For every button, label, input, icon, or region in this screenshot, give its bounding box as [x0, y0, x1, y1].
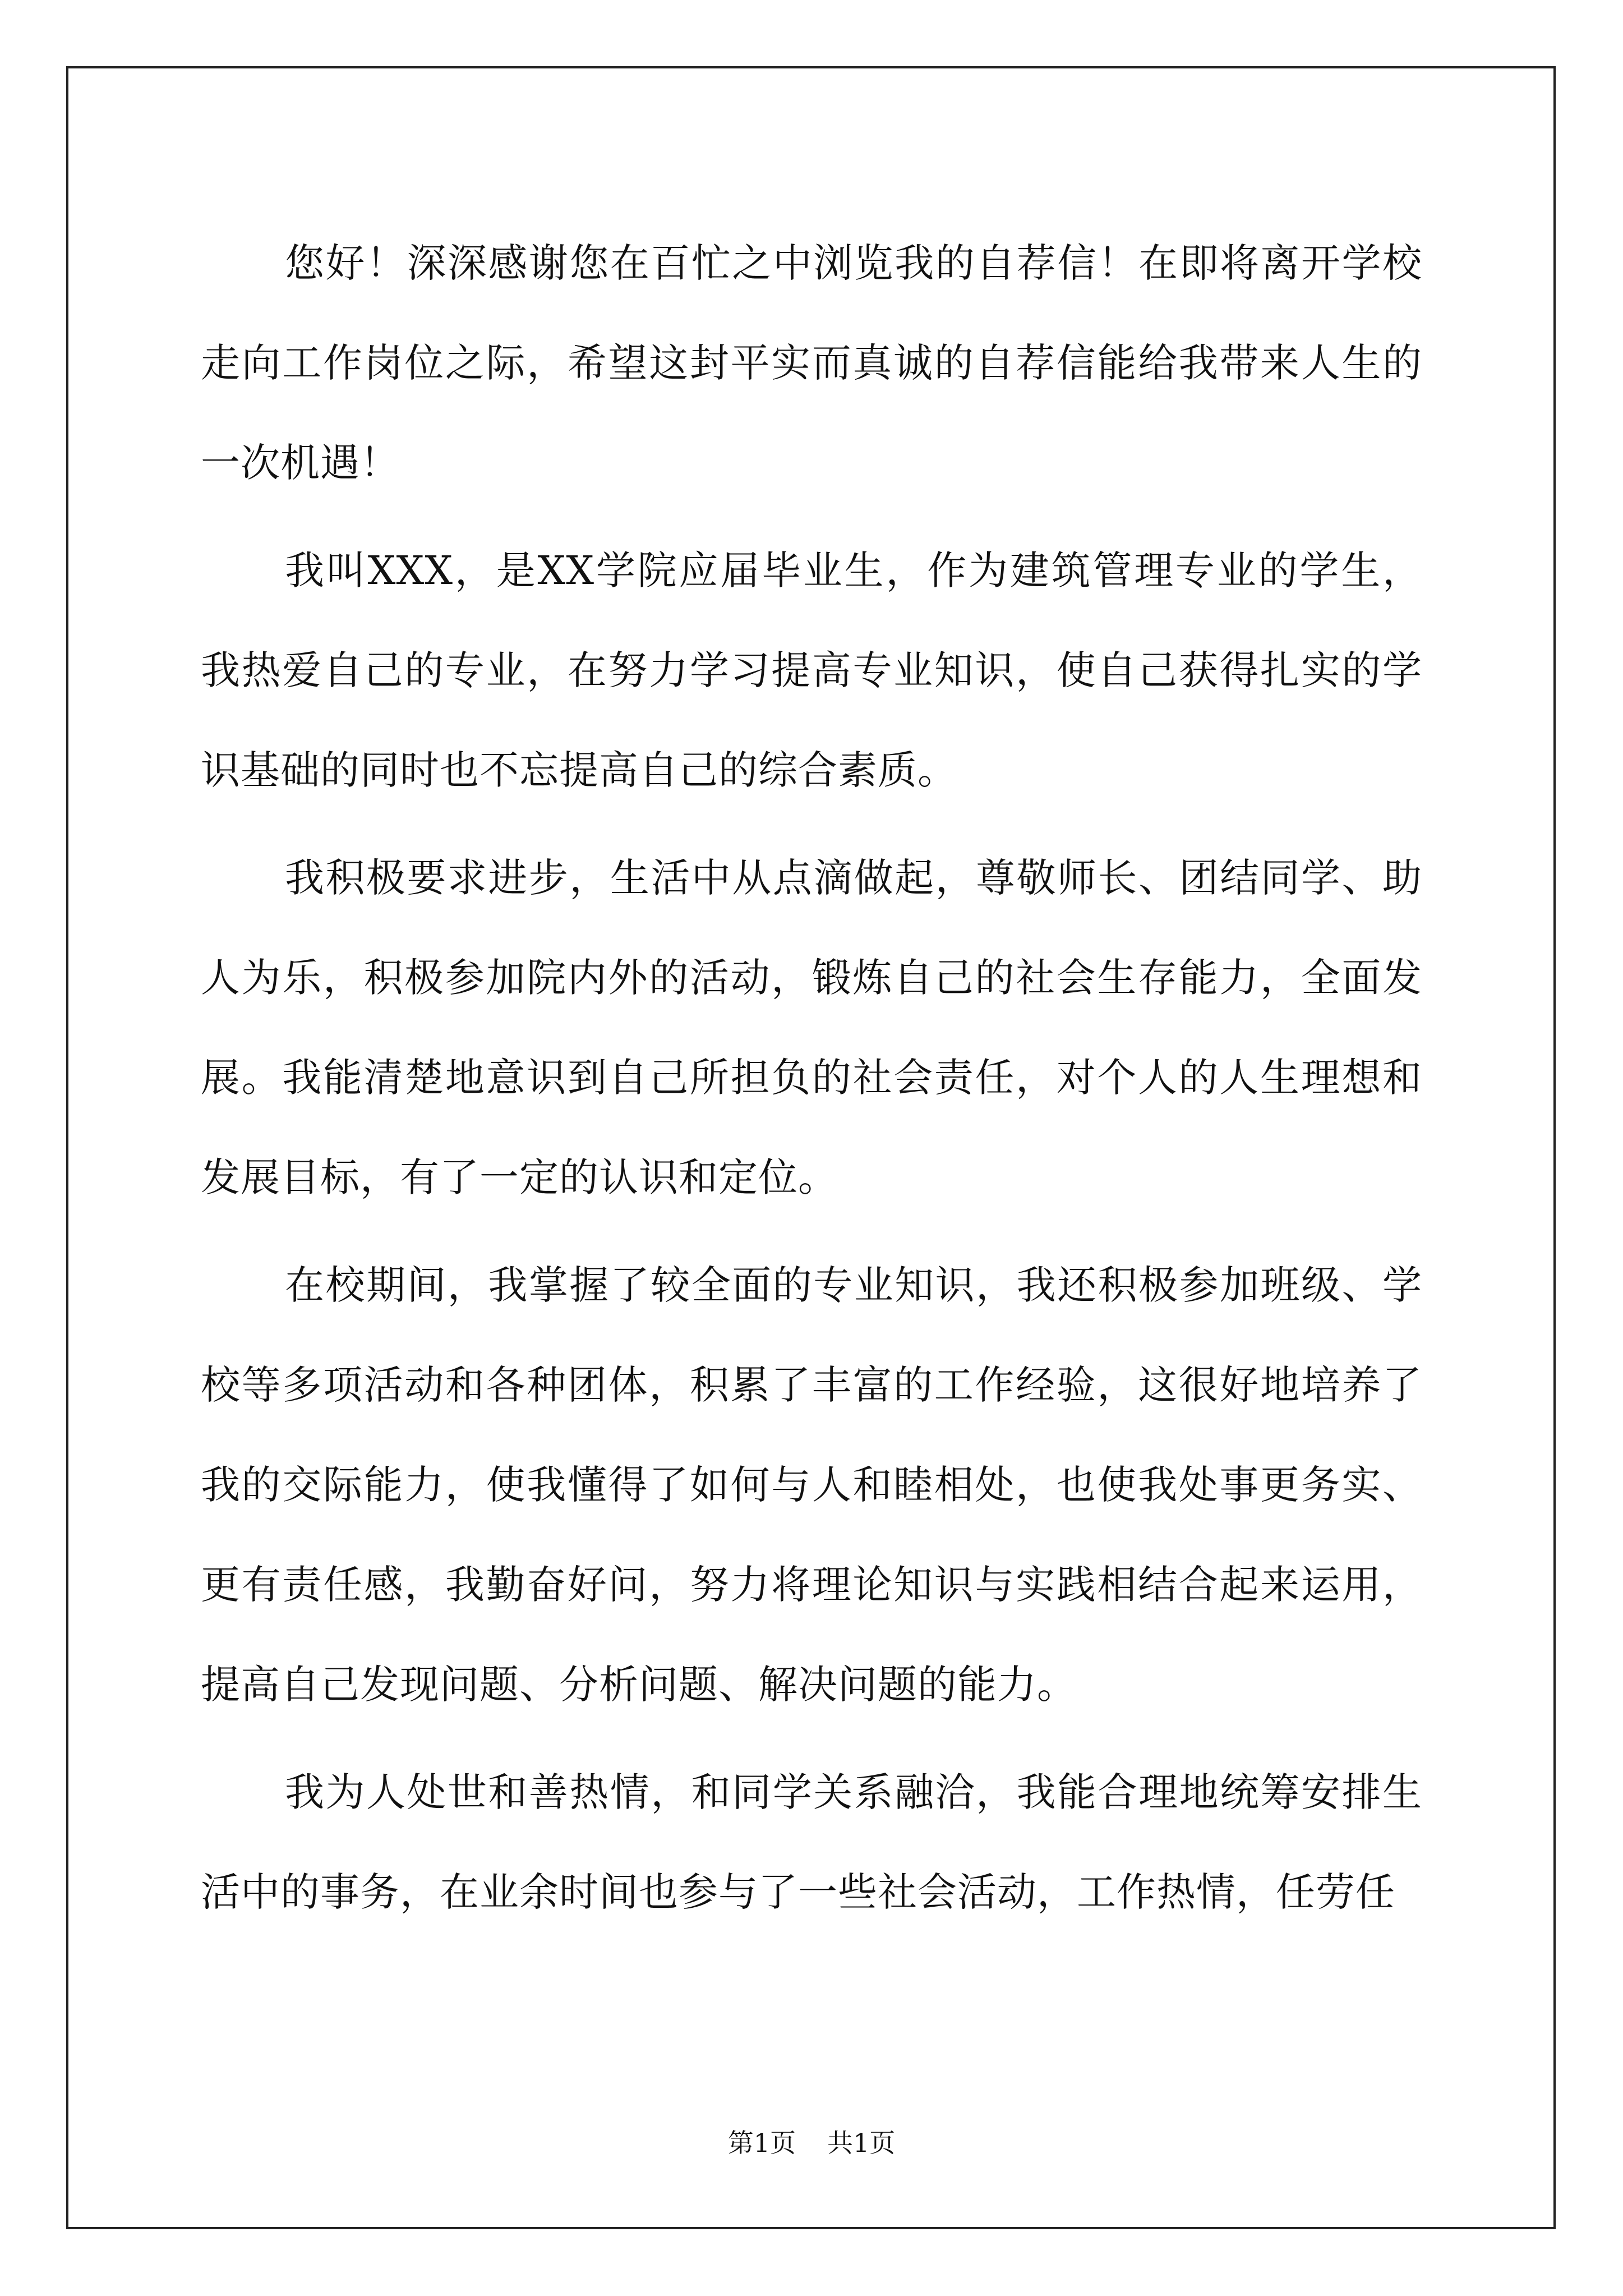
- page-footer: [0, 2126, 1623, 2160]
- paragraph-school-experience: 在校期间，我掌握了较全面的专业知识，我还积极参加班级、学校等多项活动和各种团体，积累了丰富的工作经验，这很好地培养了我的交际能力，使我懂得了如何与人和睦相处，也使我处事更务实、更有责任感，我勤奋好问，努力将理论知识与实践相结合起来运用，提高自己发现问题、分析问题、解决问题的能力。: [201, 1262, 1422, 1708]
- page-total: 共1页: [827, 2128, 896, 2158]
- paragraph-personality: 我为人处世和善热情，和同学关系融洽，我能合理地统筹安排生活中的事务，在业余时间也参与了一些社会活动，工作热情，任劳任: [201, 1769, 1422, 1915]
- page-number: 第1页: [727, 2128, 796, 2158]
- letter-body: [201, 213, 1422, 1950]
- paragraph-personal-development: 我积极要求进步，生活中从点滴做起，尊敬师长、团结同学、助人为乐，积极参加院内外的活动，锻炼自己的社会生存能力，全面发展。我能清楚地意识到自己所担负的社会责任，对个人的人生理想和发展目标，有了一定的认识和定位。: [201, 855, 1422, 1200]
- paragraph-introduction: 我叫XXX，是XX学院应届毕业生，作为建筑管理专业的学生，我热爱自己的专业，在努力学习提高专业知识，使自己获得扎实的学识基础的同时也不忘提高自己的综合素质。: [201, 547, 1422, 793]
- paragraph-greeting: 您好！深深感谢您在百忙之中浏览我的自荐信！在即将离开学校走向工作岗位之际，希望这封平实而真诚的自荐信能给我带来人生的一次机遇！: [201, 240, 1422, 486]
